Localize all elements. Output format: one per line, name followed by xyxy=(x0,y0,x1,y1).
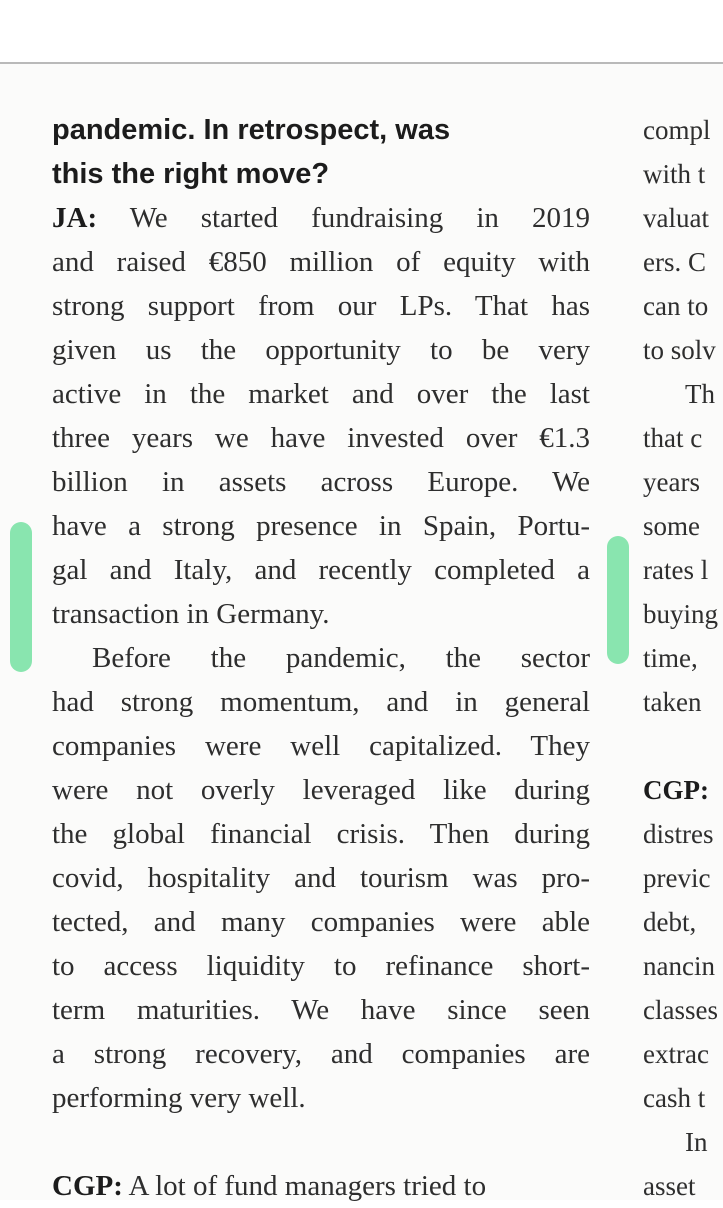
right-column-line: debt, xyxy=(643,907,697,937)
right-column-line: In xyxy=(685,1127,708,1157)
answer-line: have a strong presence in Spain, Portu- xyxy=(52,510,590,542)
answer-line: strong support from our LPs. That has xyxy=(52,290,590,322)
right-column xyxy=(643,108,723,1208)
right-column-line: asset xyxy=(643,1171,696,1201)
answer-line: transaction in Germany. xyxy=(52,598,330,630)
speaker-label-cgp: CGP: xyxy=(52,1170,123,1202)
interview-question xyxy=(52,108,590,196)
answer-line: Before the pandemic, the sector xyxy=(92,642,590,674)
answer-paragraph-2 xyxy=(52,636,590,1120)
answer-line: tected, and many companies were able xyxy=(52,906,590,938)
right-column-line: buying xyxy=(643,599,719,629)
highlighter-mark-left xyxy=(10,522,32,672)
right-column-line: classes xyxy=(643,995,718,1025)
answer-line: gal and Italy, and recently completed a xyxy=(52,554,590,586)
answer-line: were not overly leveraged like during xyxy=(52,774,590,806)
next-question xyxy=(52,1164,590,1208)
answer-line: term maturities. We have since seen xyxy=(52,994,590,1026)
right-column-speaker: CGP: xyxy=(643,775,709,805)
question-line-1: pandemic. In retrospect, was xyxy=(52,114,451,146)
answer-line: a strong recovery, and companies are xyxy=(52,1038,590,1070)
question-line-2: this the right move? xyxy=(52,158,330,190)
right-column-line: to solv xyxy=(643,335,716,365)
speaker-label-ja: JA: xyxy=(52,202,98,234)
left-column xyxy=(52,108,590,1208)
answer-line: companies were well capitalized. They xyxy=(52,730,590,762)
right-column-line: rates l xyxy=(643,555,709,585)
answer-line: JA: We started fundraising in 2019 xyxy=(52,202,590,234)
top-bar xyxy=(0,0,723,62)
highlighter-mark-right xyxy=(607,536,629,664)
answer-line: performing very well. xyxy=(52,1082,306,1114)
right-column-line: cash t xyxy=(643,1083,706,1113)
right-column-line: that c xyxy=(643,423,703,453)
answer-line: had strong momentum, and in general xyxy=(52,686,590,718)
answer-line: the global financial crisis. Then during xyxy=(52,818,590,850)
paragraph-gap xyxy=(52,1120,590,1164)
answer-paragraph-1 xyxy=(52,196,590,636)
answer-line: to access liquidity to refinance short- xyxy=(52,950,590,982)
right-column-line: some xyxy=(643,511,700,541)
right-column-line: compl xyxy=(643,115,711,145)
magazine-page xyxy=(0,64,723,1200)
right-column-line: previc xyxy=(643,863,711,893)
right-column-line: years xyxy=(643,467,700,497)
right-column-line: time, xyxy=(643,643,698,673)
answer-line: given us the opportunity to be very xyxy=(52,334,590,366)
right-column-gap xyxy=(643,724,723,768)
answer-line: covid, hospitality and tourism was pro- xyxy=(52,862,590,894)
right-column-line: ers. C xyxy=(643,247,706,277)
right-column-line: extrac xyxy=(643,1039,709,1069)
right-column-line: can to xyxy=(643,291,709,321)
right-column-line: nancin xyxy=(643,951,715,981)
question-line: CGP: A lot of fund managers tried to xyxy=(52,1170,487,1202)
right-column-line: distres xyxy=(643,819,714,849)
right-column-line: Th xyxy=(685,379,715,409)
right-column-line: valuat xyxy=(643,203,709,233)
answer-line: and raised €850 million of equity with xyxy=(52,246,590,278)
right-column-line: taken xyxy=(643,687,702,717)
answer-line: three years we have invested over €1.3 xyxy=(52,422,590,454)
answer-line: billion in assets across Europe. We xyxy=(52,466,590,498)
right-column-line: with t xyxy=(643,159,706,189)
answer-line: active in the market and over the last xyxy=(52,378,590,410)
